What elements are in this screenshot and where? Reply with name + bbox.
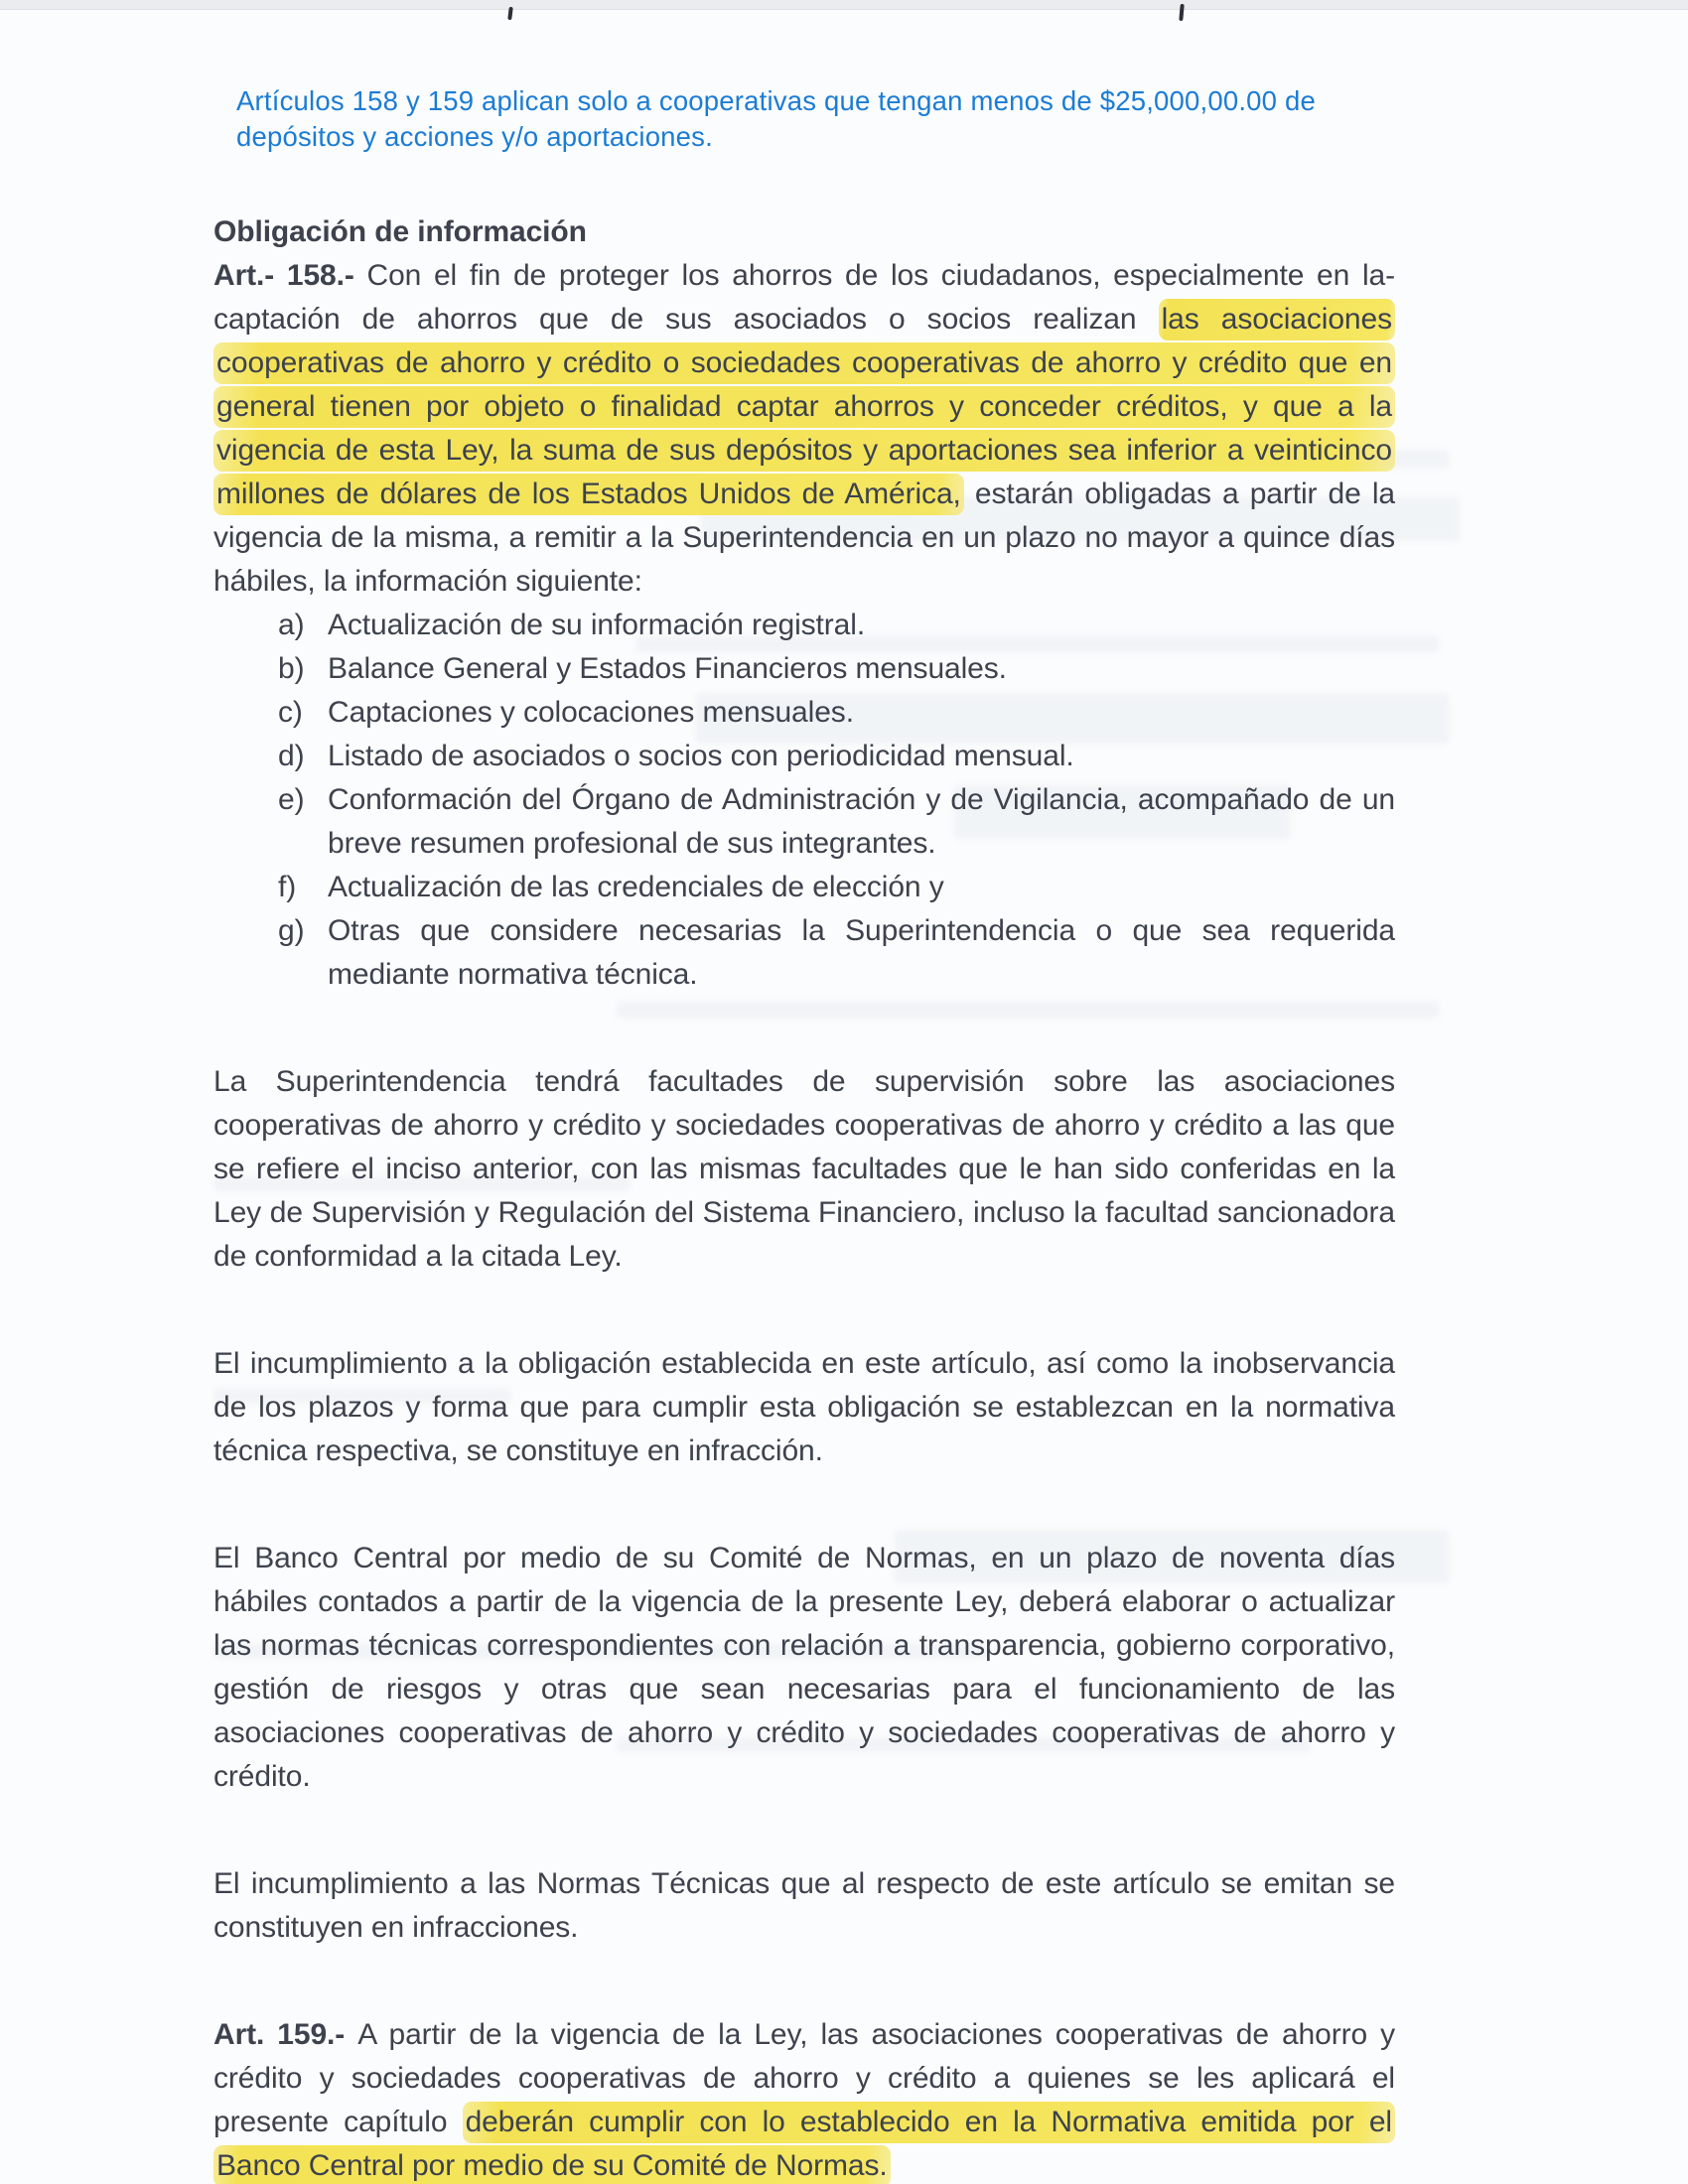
info-requirements-list	[213, 604, 1395, 997]
article-159	[213, 2013, 1395, 2184]
list-item	[278, 909, 1395, 997]
list-item-text: Otras que considere necesarias la Superintendencia o que sea requerida mediante normativa técnica.	[328, 914, 1395, 991]
paragraph-supervision-powers: La Superintendencia tendrá facultades de supervisión sobre las asociaciones cooperativas de ahorro y crédito y sociedades cooperativas de ahorro y crédito a las que se refiere el inciso anterior, con las mismas facultades que le han sido conferidas en la Ley de Supervisión y Regulación del Sistema Financiero, incluso la facultad sancionadora de conformidad a la citada Ley.	[213, 1065, 1395, 1273]
list-item-text: Captaciones y colocaciones mensuales.	[328, 696, 854, 729]
list-item-label: d)	[278, 740, 305, 772]
list-item	[278, 866, 1395, 909]
list-item	[278, 604, 1395, 647]
list-item-text: Balance General y Estados Financieros mensuales.	[328, 652, 1007, 685]
body-text: estarán obligadas a partir de la vigencia de la misma, a remitir a la Superintendencia en un plazo no mayor a quince días hábiles, la información siguiente:	[213, 478, 1395, 598]
section-heading: Obligación de información	[213, 215, 587, 248]
scan-mark-artifact	[1179, 4, 1184, 21]
list-item	[278, 778, 1395, 866]
list-item-label: a)	[278, 609, 305, 641]
paragraph-banco-central-norms: El Banco Central por medio de su Comité de Normas, en un plazo de noventa días hábiles contados a partir de la vigencia de la presente Ley, deberá elaborar o actualizar las normas técnicas correspondientes con relación a transparencia, gobierno corporativo, gestión de riesgos y otras que sean necesarias para el funcionamiento de las asociaciones cooperativas de ahorro y crédito y sociedades cooperativas de ahorro y crédito.	[213, 1542, 1395, 1793]
list-item-label: g)	[278, 914, 305, 947]
document-body	[213, 210, 1395, 2184]
list-item	[278, 691, 1395, 735]
body-text: A partir de la vigencia de la Ley, las asociaciones cooperativas de ahorro y crédito y sociedades cooperativas de ahorro y crédito a quienes se les aplicará el presente capítulo	[213, 2018, 1395, 2138]
article-number: Art. 159.-	[213, 2018, 358, 2051]
list-item	[278, 647, 1395, 691]
handwritten-annotation: Artículos 158 y 159 aplican solo a cooperativas que tengan menos de $25,000,00.00 de depósitos y acciones y/o aportaciones.	[236, 85, 1317, 152]
list-item-label: f)	[278, 871, 297, 903]
paragraph-noncompliance-obligation: El incumplimiento a la obligación establecida en este artículo, así como la inobservancia de los plazos y forma que para cumplir esta obligación se establezcan en la normativa técnica respectiva, se constituye en infracción.	[213, 1347, 1395, 1467]
list-item-label: c)	[278, 696, 303, 729]
scan-edge-artifact	[0, 0, 1688, 10]
highlighted-text: deberán cumplir con lo establecido en la Normativa emitida por el Banco Central por medio de su Comité de Normas.	[213, 2102, 1395, 2184]
article-number: Art.- 158.-	[213, 259, 367, 292]
list-item-text: Actualización de su información registral.	[328, 609, 866, 641]
list-item-text: Listado de asociados o socios con periodicidad mensual.	[328, 740, 1074, 772]
list-item-label: e)	[278, 783, 305, 816]
list-item-text: Actualización de las credenciales de elección y	[328, 871, 944, 903]
body-text: Con el fin de proteger los ahorros de los ciudadanos, especialmente en la-captación de ahorros que de sus asociados o socios realizan	[213, 259, 1395, 336]
article-158-intro	[213, 254, 1395, 604]
highlighted-text: las asociaciones cooperativas de ahorro y crédito o sociedades cooperativas de ahorro y crédito que en general tienen por objeto o finalidad captar ahorros y conceder créditos, y que a la vigencia de esta Ley, la suma de sus depósitos y aportaciones sea inferior a veinticinco millones de dólares de los Estados Unidos de América,	[213, 299, 1395, 515]
paragraph-noncompliance-technical-norms: El incumplimiento a las Normas Técnicas que al respecto de este artículo se emitan se constituyen en infracciones.	[213, 1867, 1395, 1944]
scan-mark-artifact	[507, 7, 513, 20]
list-item-label: b)	[278, 652, 305, 685]
list-item-text: Conformación del Órgano de Administración y de Vigilancia, acompañado de un breve resumen profesional de sus integrantes.	[328, 783, 1395, 860]
list-item	[278, 735, 1395, 778]
